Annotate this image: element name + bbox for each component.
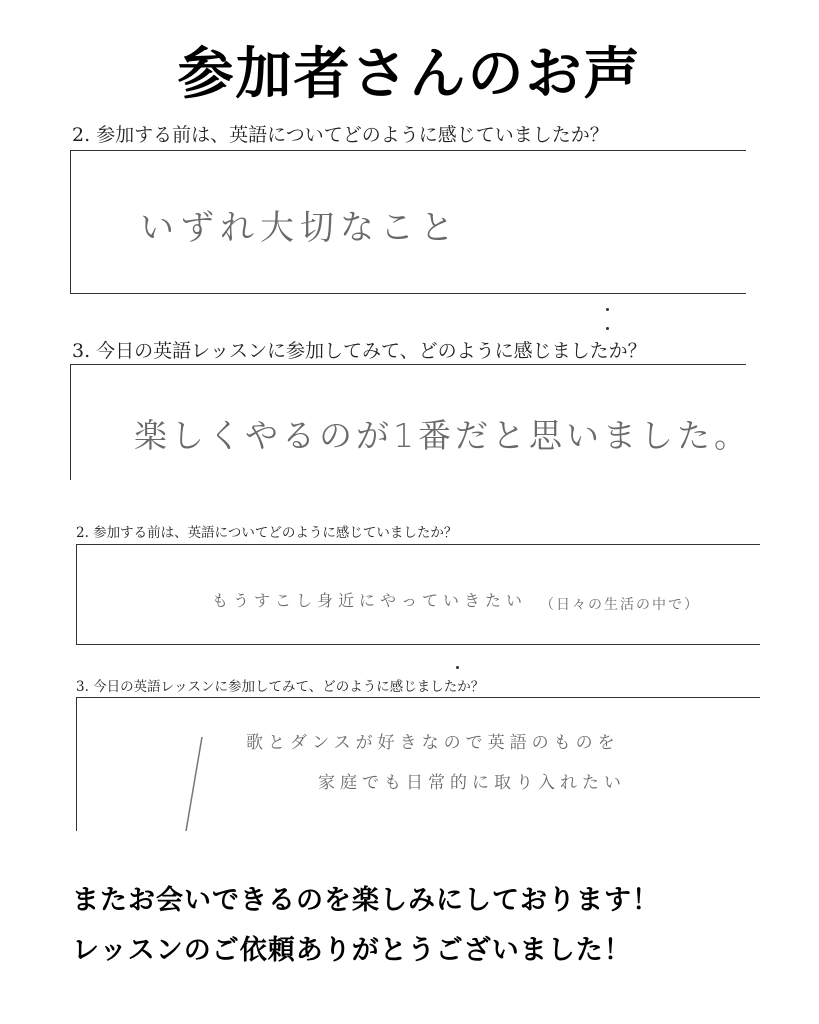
pen-stroke xyxy=(180,735,210,835)
answer-q3-handwritten: 楽しくやるのが1番だと思いました。 xyxy=(134,416,751,455)
question-3-after-second: 3. 今日の英語レッスンに参加してみて、どのように感じましたか？ xyxy=(76,679,485,695)
answer-q3-second-line2: 家庭でも日常的に取り入れたい xyxy=(318,773,626,793)
question-2-before: 2. 参加する前は、英語についてどのように感じていましたか？ xyxy=(72,124,609,146)
answer-q2-handwritten: いずれ大切なこと xyxy=(140,208,460,248)
closing-message-line2: レッスンのご依頼ありがとうございました！ xyxy=(72,935,632,966)
answer-q2-second-handwritten: もうすこし身近にやっていきたい xyxy=(212,591,528,610)
scan-speck xyxy=(606,327,609,330)
scan-speck xyxy=(456,666,459,669)
scan-speck xyxy=(606,308,609,311)
closing-message-line1: またお会いできるのを楽しみにしております！ xyxy=(72,885,660,916)
page-title: 参加者さんのお声 xyxy=(177,42,642,107)
answer-q3-second-line1: 歌とダンスが好きなので英語のものを xyxy=(246,733,620,753)
answer-box-q3-second xyxy=(76,697,760,831)
answer-q2-second-note: （日々の生活の中で） xyxy=(540,597,700,613)
question-3-after: 3. 今日の英語レッスンに参加してみて、どのように感じましたか？ xyxy=(72,340,647,362)
question-2-before-second: 2. 参加する前は、英語についてどのように感じていましたか？ xyxy=(76,525,458,541)
